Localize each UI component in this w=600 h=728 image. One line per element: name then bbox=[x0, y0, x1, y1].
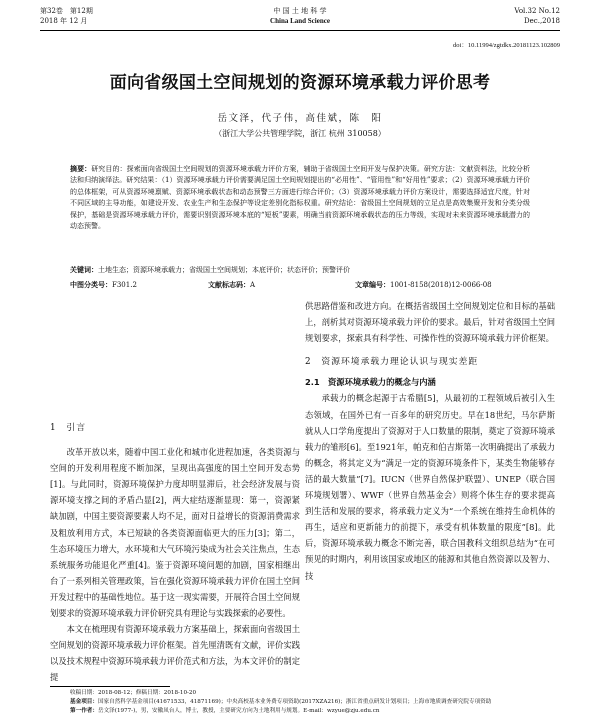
author-note bbox=[70, 707, 560, 716]
keywords bbox=[70, 265, 530, 276]
clc-value: F301.2 bbox=[112, 281, 137, 289]
journal-name-en: China Land Science bbox=[270, 17, 330, 25]
fund-note bbox=[70, 698, 560, 707]
fund-text: 国家自然科学基金项目(41671533，41871169)；中央高校基本业务费专项资助(2017XZA216)；浙江省重点研发计划项目；上海市地质调查研究院专项资助 bbox=[97, 699, 492, 705]
affiliation: （浙江大学公共管理学院，浙江 杭州 310058） bbox=[214, 129, 386, 138]
volume-issue-en: Vol.32 No.12 bbox=[514, 7, 560, 15]
footnote-rule bbox=[50, 686, 170, 687]
received-date: 收稿日期：2018-08-12；修稿日期：2018-10-20 bbox=[70, 690, 197, 696]
publication-date-en: Dec.,2018 bbox=[524, 17, 560, 25]
fund-label: 基金项目： bbox=[70, 699, 98, 705]
abstract bbox=[70, 164, 530, 232]
publication-date: 2018 年 12 月 bbox=[40, 17, 88, 25]
keywords-label: 关键词： bbox=[70, 266, 98, 274]
abstract-text: 研究目的：探索面向省级国土空间规划的资源环境承载力评价方案，辅助于省级国土空间开发与保护决策。研究方法：文献资料法，比较分析法和归纳演绎法。研究结果：（1）资源环境承载力评价需要满足国土空间规划提出的“必用性”、“管用性”和“好用性”要求；（2）资源环境承载力评价的总体框架，可从资源环境禀赋、资源环境承载状态和动态预警三方面进行综合评价；（3）资源环境承载力评价方案设计，需要选择适宜尺度，针对不同区域的主导功能，如建设开发、农业生产和生态保护等设定差别化指标权重。研究结论：省级国土空间规划的立足点是高效集聚开发和分类分级保护，基础是资源环境承载力评价，需要识别资源环境本底的“短板”要素，明确当前资源环境承载状态的压力等级，实现对未来资源环境承载潜力的动态预警。 bbox=[70, 165, 530, 231]
clc-label: 中图分类号： bbox=[70, 281, 112, 289]
header-rule bbox=[40, 30, 560, 31]
author-text: 岳文泽(1977-)，男，安徽凤台人，博士，教授，主要研究方向为土地利用与规划。E-mail：wzyue@zju.edu.cn bbox=[97, 708, 380, 714]
doi: doi：10.11994/zgtdkx.20181123.102809 bbox=[453, 42, 560, 49]
article-number-label: 文章编号： bbox=[355, 281, 390, 289]
doc-code-label: 文献标志码： bbox=[208, 281, 250, 289]
abstract-label: 摘要： bbox=[70, 165, 92, 173]
volume-issue: 第32卷 第12期 bbox=[40, 7, 93, 15]
section-1-heading: 1 引言 bbox=[50, 423, 86, 433]
left-paragraph-2: 本文在梳理现有资源环境承载力方案基础上，探索面向省级国土空间规划的资源环境承载力评价框架。首先厘清既有文献，评价实践以及技术规程中资源环境承载力评价范式和方法，为本文评价的制定提 bbox=[50, 624, 300, 683]
header-center bbox=[40, 6, 560, 26]
footnotes bbox=[70, 689, 560, 716]
right-column bbox=[305, 298, 555, 584]
left-paragraph-1: 改革开放以来，随着中国工业化和城市化进程加速，各类资源与空间的开发利用程度不断加深，呈现出高强度的国土空间开发态势[1]。与此同时，资源环境保护力度却明显滞后，社会经济发展与资源环境支撑之间的矛盾凸显[2]，两大症结逐渐显现：第一，资源紧缺加剧，中国主要资源要素人均不足，面对日益增长的资源消费需求及粗放利用方式，本已短缺的各类资源面临更大的压力[3]；第二，生态环境压力增大，水环境和大气环境污染成为社会关注焦点，生态系统服务功能退化严重[4]。鉴于资源环境问题的加剧，国家相继出台了一系列相关管理政策，旨在强化资源环境承载力评价在国土空间开发过程中的基础性地位。基于这一现实需要，开展符合国土空间规划要求的资源环境承载力评价研究具有理论与实践探索的必要性。 bbox=[50, 447, 300, 619]
doc-code-value: A bbox=[250, 281, 256, 289]
classification-line bbox=[70, 280, 530, 292]
paper-title: 面向省级国土空间规划的资源环境承载力评价思考 bbox=[109, 73, 491, 93]
author-label: 第一作者： bbox=[70, 708, 98, 714]
left-column bbox=[50, 300, 300, 686]
running-header bbox=[40, 6, 560, 32]
header-right bbox=[514, 6, 560, 26]
authors: 岳文泽，代子伟，高佳斌，陈 阳 bbox=[217, 113, 383, 124]
section-2-1-heading: 2.1 资源环境承载力的概念与内涵 bbox=[305, 377, 436, 388]
keywords-text: 土地生态；资源环境承载力；省级国土空间规划；本底评价；状态评价；预警评价 bbox=[98, 266, 350, 274]
right-paragraph-0: 供思路借鉴和改进方向。在概括省级国土空间规划定位和目标的基础上，剖析其对资源环境承载力评价的要求。最后，针对省级国土空间规划要求，探索具有科学性、可操作性的资源环境承载力评价框架。 bbox=[305, 301, 555, 344]
section-2-heading: 2 资源环境承载力理论认识与现实差距 bbox=[305, 357, 479, 368]
journal-name-cn: 中 国 土 地 科 学 bbox=[273, 7, 327, 15]
article-number-value: 1001-8158(2018)12-0066-08 bbox=[390, 281, 492, 289]
right-paragraph-1: 承载力的概念起源于古希腊[5]，从最初的工程领域后被引入生态领域，在国外已有一百多年的研究历史。早在18世纪，马尔萨斯就从人口学角度提出了资源对于人口数量的限制，奠定了资源环境承载力的雏形[6]。至1921年，帕克和伯吉斯第一次明确提出了承载力的概念，将其定义为“满足一定的资源环境条件下，某类生物能够存活的最大数量”[7]。IUCN（世界自然保护联盟）、UNEP（联合国环境规划署）、WWF（世界自然基金会）则将个体生存的要求提高到生活和发展的要求，将承载力定义为“一个系统在维持生命机体的再生，适应和更新能力的前提下，承受有机体数量的限度”[8]。此后，资源环境承载力概念不断完善，联合国教科文组织总结为“在可预见的时期内，利用该国家或地区的能源和其他自然资源以及智力、技 bbox=[305, 393, 555, 581]
